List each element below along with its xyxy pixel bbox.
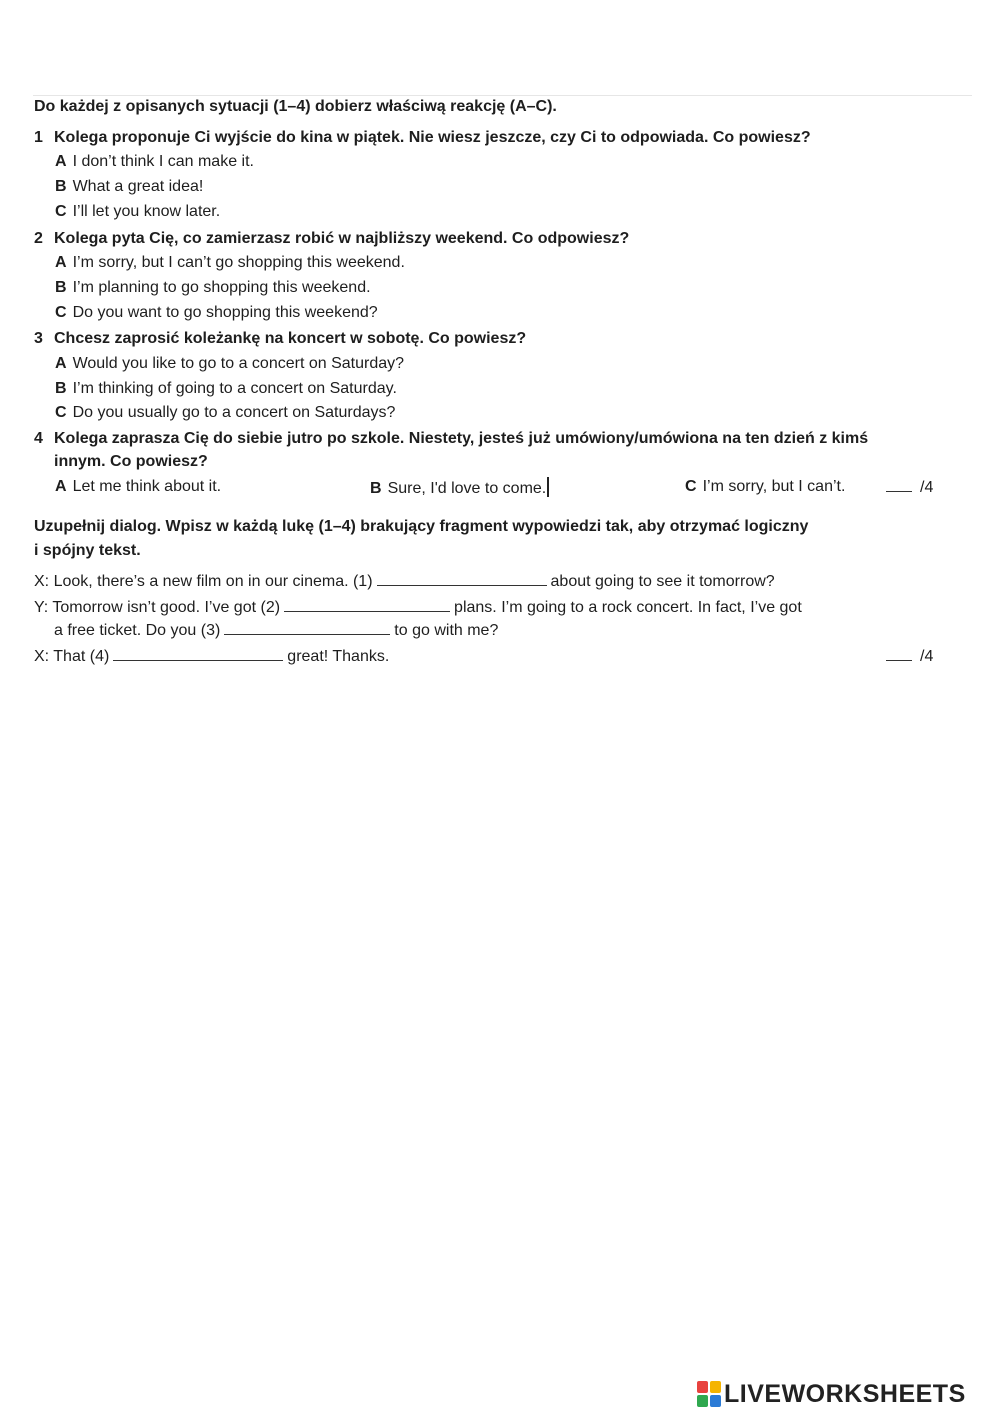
question-1 (34, 128, 811, 148)
option-3a[interactable]: A Would you like to go to a concert on Saturday? (55, 355, 405, 372)
option-4b[interactable]: B Sure, I'd love to come. (370, 477, 549, 499)
exercise1-instruction: Do każdej z opisanych sytuacji (1–4) dobierz właściwą reakcję (A–C). (34, 98, 557, 115)
option-4c[interactable]: C I’m sorry, but I can’t. (685, 478, 846, 495)
option-3c[interactable]: C Do you usually go to a concert on Saturdays? (55, 404, 396, 421)
question-4 (34, 429, 868, 449)
gap-3-input[interactable] (224, 620, 390, 635)
liveworksheets-logo (697, 1377, 966, 1411)
question-number: 1 (34, 129, 43, 146)
question-2 (34, 229, 629, 249)
question-text: Chcesz zaprosić koleżankę na koncert w sobotę. Co powiesz? (54, 330, 527, 347)
dialog-line-4: X: That (4) great! Thanks. (34, 648, 390, 665)
question-number: 4 (34, 430, 43, 447)
dialog-line-2: Y: Tomorrow isn’t good. I’ve got (2) plans. I’m going to a rock concert. In fact, I’ve got (34, 599, 802, 616)
dialog-line-3: a free ticket. Do you (3) to go with me? (54, 622, 499, 639)
question-text: Kolega zaprasza Cię do siebie jutro po szkole. Niestety, jesteś już umówiony/umówiona na ten dzień z kimś (54, 430, 869, 447)
gap-1-input[interactable] (377, 571, 547, 586)
option-1c[interactable]: C I’ll let you know later. (55, 203, 221, 220)
exercise2-instruction-line2: i spójny tekst. (34, 542, 141, 559)
exercise1-score: /4 (886, 477, 933, 497)
top-rule (33, 95, 972, 96)
option-2a[interactable]: A I’m sorry, but I can’t go shopping this weekend. (55, 254, 405, 271)
option-3b[interactable]: B I’m thinking of going to a concert on Saturday. (55, 380, 397, 397)
score-blank[interactable] (886, 646, 912, 661)
exercise2-instruction-line1: Uzupełnij dialog. Wpisz w każdą lukę (1–4) brakujący fragment wypowiedzi tak, aby otrzymać logiczny (34, 518, 809, 535)
option-2b[interactable]: B I’m planning to go shopping this weekend. (55, 279, 371, 296)
question-4-line2: innym. Co powiesz? (54, 453, 208, 470)
gap-4-input[interactable] (113, 646, 283, 661)
question-text: Kolega proponuje Ci wyjście do kina w piątek. Nie wiesz jeszcze, czy Ci to odpowiada. Co powiesz? (54, 129, 811, 146)
gap-2-input[interactable] (284, 597, 450, 612)
option-2c[interactable]: C Do you want to go shopping this weekend? (55, 304, 378, 321)
exercise2-score: /4 (886, 646, 933, 666)
question-number: 3 (34, 330, 43, 347)
score-blank[interactable] (886, 477, 912, 492)
logo-grid-icon (697, 1381, 721, 1407)
question-text: Kolega pyta Cię, co zamierzasz robić w najbliższy weekend. Co odpowiesz? (54, 230, 630, 247)
text-cursor (547, 477, 549, 497)
option-4a[interactable]: A Let me think about it. (55, 478, 222, 495)
brand-name: LIVEWORKSHEETS (724, 1379, 966, 1408)
option-1a[interactable]: A I don’t think I can make it. (55, 153, 254, 170)
question-3 (34, 329, 526, 349)
dialog-line-1: X: Look, there’s a new film on in our cinema. (1) about going to see it tomorrow? (34, 573, 775, 590)
option-1b[interactable]: B What a great idea! (55, 178, 204, 195)
question-number: 2 (34, 230, 43, 247)
